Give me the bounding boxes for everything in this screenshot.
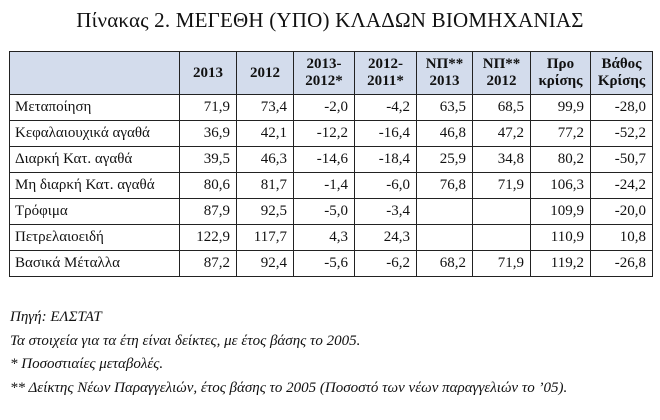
data-cell: 117,7	[237, 225, 294, 251]
column-header	[591, 52, 653, 95]
data-cell: -5,0	[294, 199, 355, 225]
table-row	[10, 199, 653, 225]
row-label: Κεφαλαιουχικά αγαθά	[10, 121, 180, 147]
data-cell: -4,2	[355, 95, 417, 121]
data-cell: 68,2	[417, 251, 473, 277]
column-header	[237, 52, 294, 95]
data-cell: 119,2	[531, 251, 591, 277]
data-cell: -50,7	[591, 147, 653, 173]
column-header-text: Προ	[546, 56, 575, 72]
data-cell: 36,9	[180, 121, 237, 147]
column-header	[417, 52, 473, 95]
data-cell: -52,2	[591, 121, 653, 147]
data-cell: 63,5	[417, 95, 473, 121]
data-cell: -5,6	[294, 251, 355, 277]
data-cell: 42,1	[237, 121, 294, 147]
table-row	[10, 147, 653, 173]
row-label: Μη διαρκή Κατ. αγαθά	[10, 173, 180, 199]
column-header	[355, 52, 417, 95]
data-cell: 87,2	[180, 251, 237, 277]
data-cell: 46,3	[237, 147, 294, 173]
data-cell: 34,8	[473, 147, 531, 173]
column-header-text: 2012	[250, 64, 280, 81]
data-cell: 80,2	[531, 147, 591, 173]
data-cell	[473, 225, 531, 251]
data-cell: -1,4	[294, 173, 355, 199]
data-cell: 71,9	[180, 95, 237, 121]
table-row	[10, 173, 653, 199]
table-row	[10, 225, 653, 251]
notes	[10, 306, 655, 400]
column-header-text: 2012	[486, 73, 517, 89]
table-title: Πίνακας 2. ΜΕΓΕΘΗ (ΥΠΟ) ΚΛΑΔΩΝ ΒΙΟΜΗΧΑΝΙΑΣ	[76, 8, 584, 32]
data-cell: 47,2	[473, 121, 531, 147]
table-body	[10, 95, 653, 277]
column-header	[180, 52, 237, 95]
data-cell: 109,9	[531, 199, 591, 225]
column-header	[294, 52, 355, 95]
data-cell: 92,4	[237, 251, 294, 277]
column-header-text: 2011*	[367, 73, 404, 89]
data-cell: 10,8	[591, 225, 653, 251]
column-header-text: ΝΠ**	[425, 56, 464, 72]
data-cell: 99,9	[531, 95, 591, 121]
data-cell: 73,4	[237, 95, 294, 121]
column-header-text: 2012-	[368, 56, 403, 72]
data-cell: 4,3	[294, 225, 355, 251]
data-cell: 87,9	[180, 199, 237, 225]
table-header-row	[10, 52, 653, 95]
data-cell: 46,8	[417, 121, 473, 147]
data-cell: -6,2	[355, 251, 417, 277]
row-label: Τρόφιμα	[10, 199, 180, 225]
column-header-text: Κρίσης	[597, 73, 646, 89]
row-label: Πετρελαιοειδή	[10, 225, 180, 251]
data-cell: 122,9	[180, 225, 237, 251]
note-line: ** Δείκτης Νέων Παραγγελιών, έτος βάσης το 2005 (Ποσοστό των νέων παραγγελιών το ’05).	[10, 379, 568, 396]
data-cell: -3,4	[355, 199, 417, 225]
data-cell: 80,6	[180, 173, 237, 199]
row-label: Βασικά Μέταλλα	[10, 251, 180, 277]
data-cell: 106,3	[531, 173, 591, 199]
data-cell: 24,3	[355, 225, 417, 251]
data-cell	[417, 199, 473, 225]
row-label: Διαρκή Κατ. αγαθά	[10, 147, 180, 173]
table-row	[10, 121, 653, 147]
table-row	[10, 95, 653, 121]
note-line: * Ποσοστιαίες μεταβολές.	[10, 356, 164, 372]
data-cell: -26,8	[591, 251, 653, 277]
data-cell: 110,9	[531, 225, 591, 251]
note-line: Τα στοιχεία για τα έτη είναι δείκτες, με έτος βάσης το 2005.	[10, 332, 361, 349]
column-header	[531, 52, 591, 95]
data-cell: 92,5	[237, 199, 294, 225]
header-corner-cell	[10, 52, 180, 95]
data-cell	[417, 225, 473, 251]
data-cell: 81,7	[237, 173, 294, 199]
column-header-text: ΝΠ**	[482, 56, 521, 72]
data-cell: -18,4	[355, 147, 417, 173]
data-cell: -24,2	[591, 173, 653, 199]
data-cell: 68,5	[473, 95, 531, 121]
data-cell: -16,4	[355, 121, 417, 147]
column-header-text: 2013	[429, 73, 460, 89]
data-cell: -12,2	[294, 121, 355, 147]
data-cell: 25,9	[417, 147, 473, 173]
column-header-text: 2012*	[305, 73, 343, 89]
row-label: Μεταποίηση	[10, 95, 180, 121]
data-cell: -20,0	[591, 199, 653, 225]
column-header-text: 2013	[193, 64, 223, 81]
data-cell: -28,0	[591, 95, 653, 121]
data-cell	[473, 199, 531, 225]
industry-table	[9, 51, 653, 277]
note-line: Πηγή: ΕΛΣΤΑΤ	[10, 309, 102, 325]
data-cell: 76,8	[417, 173, 473, 199]
table-row	[10, 251, 653, 277]
data-cell: 71,9	[473, 173, 531, 199]
data-cell: -2,0	[294, 95, 355, 121]
column-header-text: 2013-	[306, 56, 342, 72]
column-header	[473, 52, 531, 95]
data-cell: -14,6	[294, 147, 355, 173]
column-header-text: κρίσης	[538, 73, 583, 89]
data-cell: 39,5	[180, 147, 237, 173]
data-cell: -6,0	[355, 173, 417, 199]
column-header-text: Βάθος	[601, 56, 642, 72]
data-cell: 77,2	[531, 121, 591, 147]
data-cell: 71,9	[473, 251, 531, 277]
